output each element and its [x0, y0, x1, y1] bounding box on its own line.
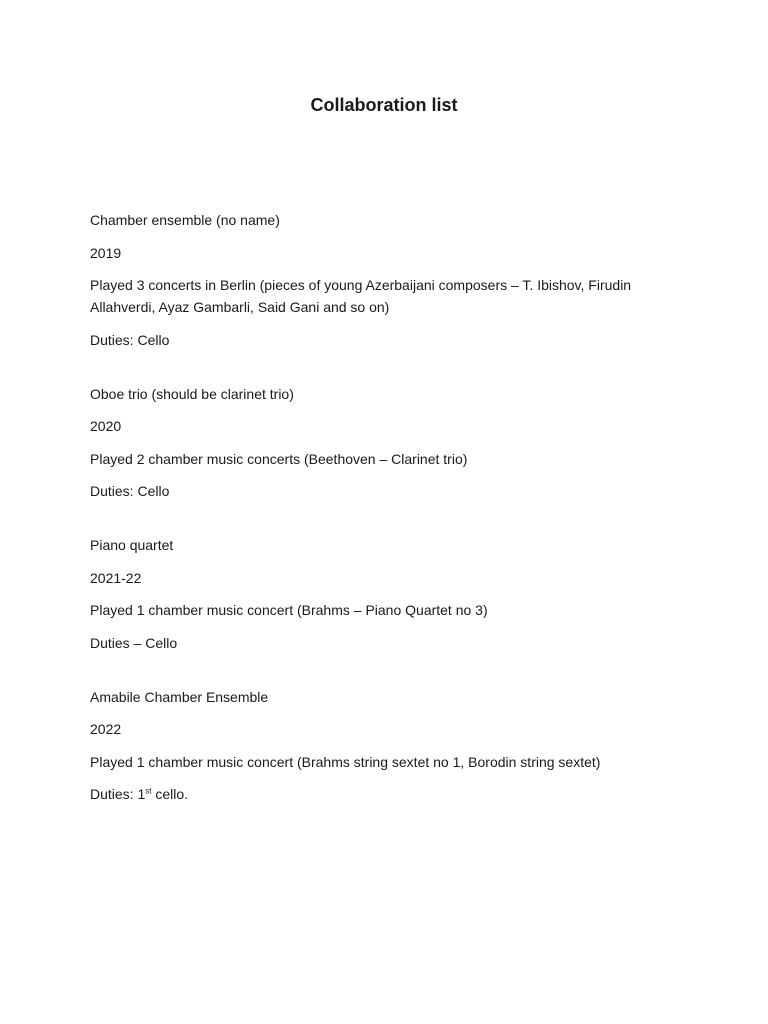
entry-duties [90, 783, 680, 805]
duties-suffix: cello. [151, 786, 189, 802]
entry-year: 2022 [90, 721, 122, 737]
collaboration-entry [90, 209, 680, 351]
entry-year: 2021-22 [90, 569, 142, 586]
page-title: Collaboration list [310, 95, 458, 115]
entry-description: Played 1 chamber music concert (Brahms – Piano Quartet no 3) [90, 602, 488, 618]
entry-year: 2020 [90, 418, 122, 434]
ordinal-superscript: st [145, 786, 152, 796]
entry-description: Played 1 chamber music concert (Brahms string sextet no 1, Borodin string sextet) [90, 753, 601, 770]
entry-description: Played 3 concerts in Berlin (pieces of young Azerbaijani composers – T. Ibishov, Firudin Allahverdi, Ayaz Gambarli, Said Gani and so on) [90, 277, 632, 315]
entry-name: Chamber ensemble (no name) [90, 212, 280, 228]
entry-name: Amabile Chamber Ensemble [90, 688, 269, 705]
entry-duties: Duties: Cello [90, 331, 170, 348]
collaboration-entry [90, 534, 680, 654]
entry-year: 2019 [90, 244, 122, 261]
collaboration-entry [90, 383, 680, 503]
entry-duties: Duties – Cello [90, 634, 178, 651]
duties-prefix: Duties: 1 [90, 786, 146, 802]
collaboration-entry [90, 686, 680, 806]
collaboration-entries [90, 209, 680, 837]
entry-name: Piano quartet [90, 537, 174, 553]
entry-name: Oboe trio (should be clarinet trio) [90, 385, 294, 402]
entry-duties: Duties: Cello [90, 483, 170, 499]
entry-description: Played 2 chamber music concerts (Beethoven – Clarinet trio) [90, 450, 468, 467]
